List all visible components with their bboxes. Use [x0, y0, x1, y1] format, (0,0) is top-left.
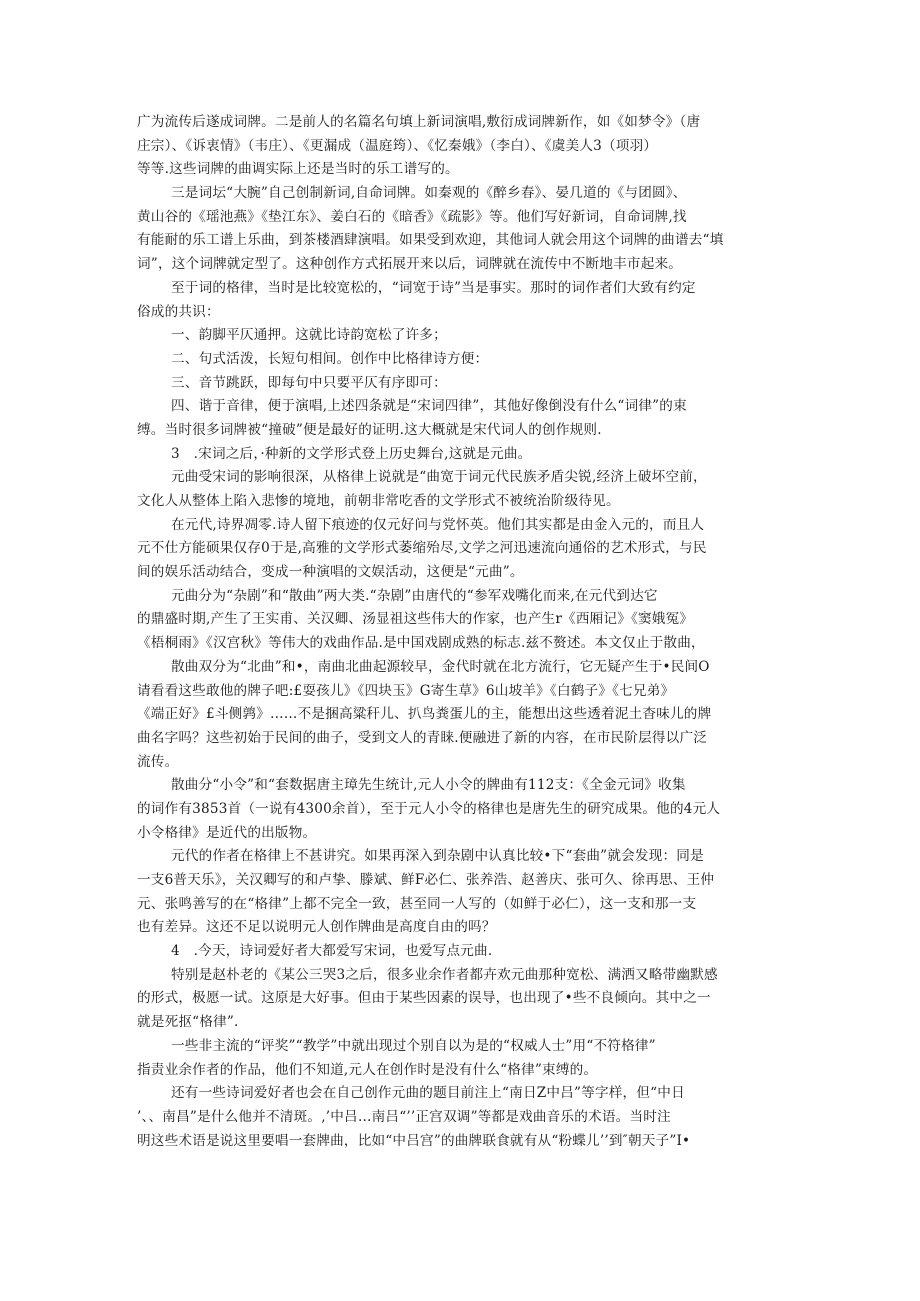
text-line: 一支6普天乐》，关汉卿写的和卢挚、滕斌、鲜F必仁、张养浩、赵善庆、张可久、徐再思、王仲 [137, 872, 715, 888]
text-line: 元不仕方能硕果仅存0于是,高雅的文学形式萎缩殆尽,文学之河迅速流向通俗的艺术形式，与民 [137, 540, 707, 557]
text-line: 三、音节跳跃，即每句中只要平仄有序即可： [171, 374, 447, 391]
text-line: 小令格律》是近代的出版物。 [137, 824, 317, 841]
text-line: 还有一些诗词爱好者也会在自己创作元曲的题目前注上“南日Z中吕”等字样，但“中日 [171, 1085, 685, 1102]
text-line: ’、、南昌”是什么他并不清斑。,’中吕…南吕“’’正宫双调”等都是戏曲音乐的术语。当时注 [137, 1108, 671, 1125]
text-line: 也有差异。这还不足以说明元人创作牌曲是高度自由的吗？ [137, 919, 496, 936]
text-line: 就是死抠“格律”. [137, 1014, 239, 1031]
text-line: 《梧桐雨》《汉宫秋》等伟大的戏曲作品.是中国戏剧成熟的标志.兹不赘述。本文仅止于散曲， [137, 635, 705, 652]
text-line: 《端正好》£斗侧鹑》……不是捆高粱秆儿、扒鸟粪蛋儿的主，能想出这些透着泥土杳味儿的牌 [137, 706, 712, 723]
text-line: 3 .宋词之后，·种新的文学形式登上历史舞台,这就是元曲。 [171, 445, 532, 462]
text-line: 指责业余作者的作品，他们不知道,元人在创作时是没有什么“格律”束缚的。 [137, 1061, 598, 1078]
text-line: 特别是赵朴老的《某公三哭3之后，很多业余作者都卉欢元曲那种宽松、满洒又略带幽默感 [171, 966, 718, 983]
text-line: 元、张鸣善写的在“格律”上都不完全一致，甚至同一人写的（如鲜于必仁），这一支和那一支 [137, 895, 697, 912]
text-line: 的形式，极愿一试。这原是大好事。但由于某些因素的误导，也出现了•些不良倾向。其中之一 [137, 990, 711, 1007]
text-line: 缚。当时很多词牌被“撞破”便是最好的证明.这大概就是宋代词人的创作规则. [137, 421, 602, 438]
text-line: 一些非主流的“评奖”“教学”中就出现过个别自以为是的“权威人士”用“不符格律” [171, 1037, 656, 1054]
text-line: 间的娱乐活动结合，变成一种演唱的文娱活动，这便是“元曲”。 [137, 564, 524, 581]
text-line: 庄宗）、《诉衷情》（韦庄）、《更漏成（温庭筠）、《忆秦娥》（李白）、《虞美人3（项羽） [137, 137, 658, 154]
text-line: 词”，这个词牌就定型了。这种创作方式拓展开来以后，词牌就在流传中不断地丰市起来。 [137, 256, 683, 273]
text-line: 广为流传后遂成词牌。二是前人的名篇名句填上新词演唱,敷衍成词牌新作，如《如梦令》（唐 [137, 114, 701, 130]
text-line: 请看看这些敢他的牌子吧:£耍孩儿》《四块玉》G寄生草》6山坡羊》《白鹤子》《七兄弟》 [137, 682, 675, 699]
text-line: 等等.这些词牌的曲调实际上还是当时的乐工谱写的。 [137, 161, 459, 178]
text-line: 在元代,诗界凋零.诗人留下痕迹的仅元好问与党怀英。他们其实都是由金入元的，而且人 [171, 516, 705, 533]
text-line: 元曲分为“杂剧”和“散曲”两大类.“杂剧”由唐代的“参军戏嘴化而来,在元代到达它 [171, 587, 658, 604]
text-line: 元曲受宋词的影响很深，从格律上说就是“曲宽于词元代民族矛盾尖锐,经济上破坏空前， [171, 469, 707, 486]
text-line: 的鼎盛时期,产生了王实甫、关汉卿、汤显祖这些伟大的作家，也产生r《西厢记》《窦娥冤》 [137, 611, 694, 628]
text-line: 元代的作者在格律上不甚讲究。如果再深入到杂剧中认真比较•下“套曲”就会发现：同是 [171, 848, 704, 865]
text-line: 散曲双分为“北曲”和•，南曲北曲起源较早，金代时就在北方流行，它无疑产生于•民间O [171, 658, 710, 675]
text-line: 一、韵脚平仄通押。这就比诗韵宽松了许多； [171, 327, 447, 344]
text-line: 曲名字吗？这些初始于民间的曲子，受到文人的青睐.便融进了新的内容，在市民阶层得以广泛 [137, 729, 708, 746]
text-line: 明这些术语是说这里要唱一套牌曲，比如“中吕宫”的曲牌联食就有从“粉蝶儿’’到″朝天子”I• [137, 1132, 691, 1149]
text-line: 流传。 [137, 753, 179, 770]
text-line: 四、谐于音律，便于演唱,上述四条就是“宋词四律”，其他好像倒没有什么“词律”的束 [171, 398, 687, 415]
text-line: 黄山谷的《瑶池燕》《垫江东》、姜白石的《暗香》《疏影》等。他们写好新词，自命词牌,找 [137, 208, 687, 225]
text-line: 二、句式活泼，长短句相间。创作中比格律诗方便： [171, 350, 489, 367]
text-line: 俗成的共识： [137, 303, 220, 320]
text-line: 至于词的格律，当时是比较宽松的，“词宽于诗”当是事实。那时的词作者们大致有约定 [171, 279, 696, 296]
document-body [137, 111, 787, 1153]
text-line: 4 .今天，诗词爱好者大都爱写宋词，也爱写点元曲. [171, 943, 493, 960]
text-line: 的词作有3853首（一说有4300余首），至于元人小令的格律也是唐先生的研究成果。他的4元人 [137, 800, 721, 817]
text-line: 有能耐的乐工谱上乐曲，到茶楼酒肆演唱。如果受到欢迎，其他词人就会用这个词牌的曲谱去“填 [137, 232, 724, 249]
text-line: 散曲分“小令”和“套数据唐主璋先生统计,元人小令的牌曲有112支：《全金元词》收集 [171, 777, 686, 794]
text-line: 三是词坛“大腕”自己创制新词,自命词牌。如秦观的《醉乡春》、晏几道的《与团圆》、 [171, 185, 687, 202]
text-line: 文化人从整体上陷入悲惨的境地，前朝非常吃香的文学形式不被统治阶级待见。 [137, 493, 620, 509]
